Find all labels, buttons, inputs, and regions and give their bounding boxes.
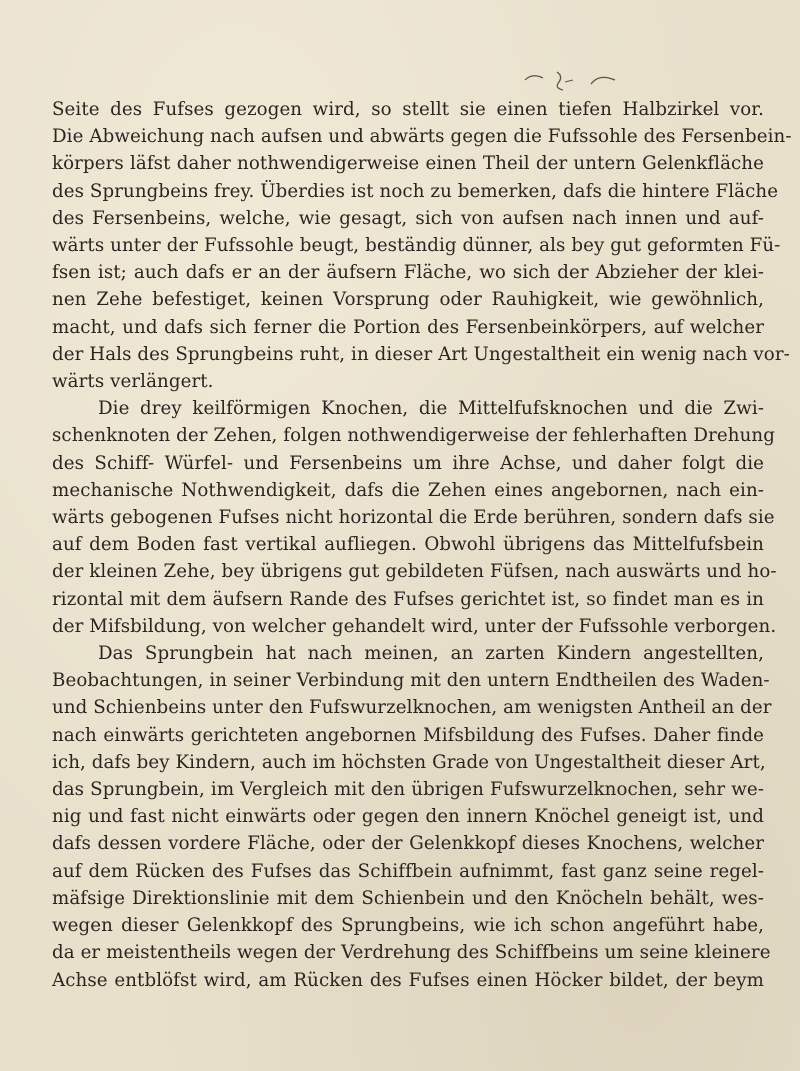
text-line: Das Sprungbein hat nach meinen, an zarten Kindern angestellten, <box>98 643 764 665</box>
text-line: ich, dafs bey Kindern, auch im höchsten Grade von Ungestaltheit dieser Art, <box>52 751 766 773</box>
text-line: nach einwärts gerichteten angebornen Mifsbildung des Fufses. Daher finde <box>52 724 764 746</box>
ink-smudge-marks <box>505 64 625 94</box>
text-line: mäfsige Direktionslinie mit dem Schienbein und den Knöcheln behält, wes- <box>52 887 764 909</box>
text-line: des Schiff- Würfel- und Fersenbeins um ihre Achse, und daher folgt die <box>52 452 764 474</box>
text-line: Die Abweichung nach aufsen und abwärts gegen die Fufssohle des Fersenbein- <box>52 126 792 148</box>
text-line: nig und fast nicht einwärts oder gegen den innern Knöchel geneigt ist, und <box>52 806 764 828</box>
text-line: des Fersenbeins, welche, wie gesagt, sich von aufsen nach innen und auf- <box>52 207 764 229</box>
text-line: wegen dieser Gelenkkopf des Sprungbeins, wie ich schon angeführt habe, <box>52 915 764 937</box>
text-line: auf dem Boden fast vertikal aufliegen. Obwohl übrigens das Mittelfufsbein <box>52 534 764 556</box>
text-line: da er meistentheils wegen der Verdrehung des Schiffbeins um seine kleinere <box>52 942 771 964</box>
text-line: rizontal mit dem äufsern Rande des Fufses gerichtet ist, so findet man es in <box>52 588 764 610</box>
text-line: der kleinen Zehe, bey übrigens gut gebildeten Füfsen, nach auswärts und ho- <box>52 561 777 583</box>
text-line: nen Zehe befestiget, keinen Vorsprung oder Rauhigkeit, wie gewöhnlich, <box>52 289 764 311</box>
text-line: körpers läfst daher nothwendigerweise einen Theil der untern Gelenkfläche <box>52 153 764 175</box>
text-line: Die drey keilförmigen Knochen, die Mittelfufsknochen und die Zwi- <box>98 398 764 420</box>
text-line: das Sprungbein, im Vergleich mit den übrigen Fufswurzelknochen, sehr we- <box>52 779 764 801</box>
body-text <box>52 96 792 994</box>
text-line: schenknoten der Zehen, folgen nothwendigerweise der fehlerhaften Drehung <box>52 425 775 447</box>
text-line: fsen ist; auch dafs er an der äufsern Fläche, wo sich der Abzieher der klei- <box>52 262 764 284</box>
text-line: wärts gebogenen Fufses nicht horizontal die Erde berühren, sondern dafs sie <box>52 507 775 529</box>
text-line: Achse entblöfst wird, am Rücken des Fufses einen Höcker bildet, der beym <box>52 969 764 991</box>
text-line: Beobachtungen, in seiner Verbindung mit den untern Endtheilen des Waden- <box>52 670 770 692</box>
text-line: dafs dessen vordere Fläche, oder der Gelenkkopf dieses Knochens, welcher <box>52 833 764 855</box>
text-line: der Hals des Sprungbeins ruht, in dieser Art Ungestaltheit ein wenig nach vor- <box>52 343 790 365</box>
text-line: und Schienbeins unter den Fufswurzelknochen, am wenigsten Antheil an der <box>52 697 772 719</box>
text-line: Seite des Fufses gezogen wird, so stellt sie einen tiefen Halbzirkel vor. <box>52 99 764 120</box>
text-line: wärts verlängert. <box>52 371 214 393</box>
text-line: mechanische Nothwendigkeit, dafs die Zehen eines angebornen, nach ein- <box>52 479 764 501</box>
text-line: des Sprungbeins frey. Überdies ist noch zu bemerken, dafs die hintere Fläche <box>52 180 779 202</box>
text-line: wärts unter der Fufssohle beugt, beständig dünner, als bey gut geformten Fü- <box>52 235 781 257</box>
text-line: der Mifsbildung, von welcher gehandelt wird, unter der Fufssohle verborgen. <box>52 615 777 637</box>
text-line: macht, und dafs sich ferner die Portion des Fersenbeinkörpers, auf welcher <box>52 316 764 338</box>
text-line: auf dem Rücken des Fufses das Schiffbein aufnimmt, fast ganz seine regel- <box>52 860 764 882</box>
